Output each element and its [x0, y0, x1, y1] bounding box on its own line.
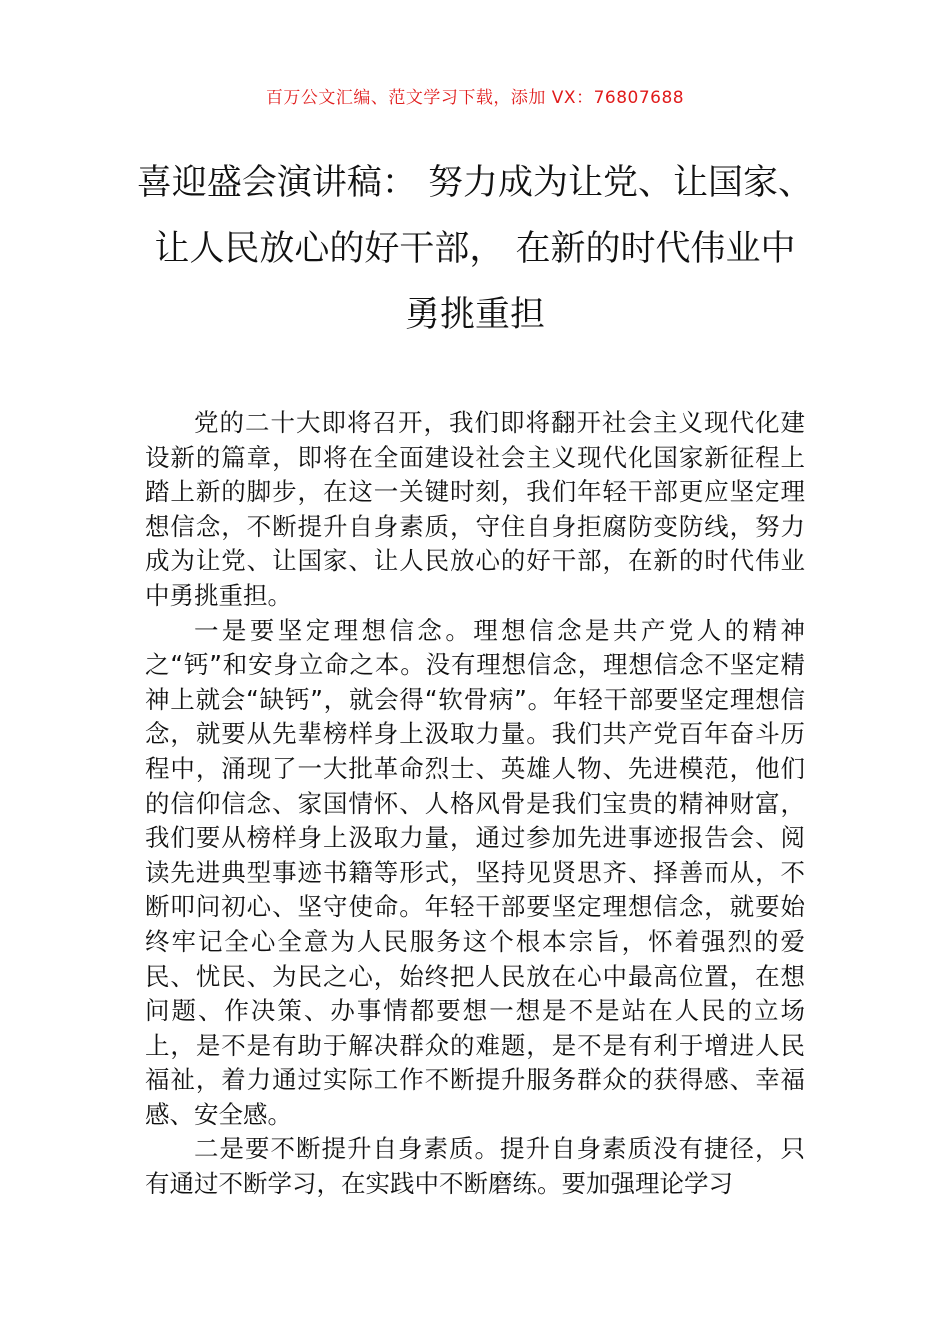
paragraph-point-two: 二是要不断提升自身素质。提升自身素质没有捷径，只有通过不断学习，在实践中不断磨练。要加强理论学习 [145, 1134, 805, 1199]
title-line-3: 勇挑重担 [404, 295, 545, 335]
title-line-2: 让人民放心的好干部， 在新的时代伟业中 [154, 229, 796, 269]
document-body [145, 406, 805, 1202]
title-line-1: 喜迎盛会演讲稿： 努力成为让党、让国家、 [136, 163, 814, 203]
paragraph-intro: 党的二十大即将召开，我们即将翻开社会主义现代化建设新的篇章，即将在全面建设社会主义现代化国家新征程上踏上新的脚步，在这一关键时刻，我们年轻干部更应坚定理想信念，不断提升自身素质，守住自身拒腐防变防线，努力成为让党、让国家、让人民放心的好干部，在新的时代伟业中勇挑重担。 [145, 408, 805, 610]
document-title [130, 150, 820, 348]
watermark-header: 百万公文汇编、范文学习下载，添加 VX：76807688 [265, 88, 685, 108]
paragraph-point-one: 一是要坚定理想信念。理想信念是共产党人的精神之“钙”和安身立命之本。没有理想信念，理想信念不坚定精神上就会“缺钙”，就会得“软骨病”。年轻干部要坚定理想信念，就要从先辈榜样身上汲取力量。我们共产党百年奋斗历程中，涌现了一大批革命烈士、英雄人物、先进模范，他们的信仰信念、家国情怀、人格风骨是我们宝贵的精神财富，我们要从榜样身上汲取力量，通过参加先进事迹报告会、阅读先进典型事迹书籍等形式，坚持见贤思齐、择善而从，不断叩问初心、坚守使命。年轻干部要坚定理想信念，就要始终牢记全心全意为人民服务这个根本宗旨，怀着强烈的爱民、忧民、为民之心，始终把人民放在心中最高位置，在想问题、作决策、办事情都要想一想是不是站在人民的立场上，是不是有助于解决群众的难题，是不是有利于增进人民福祉，着力通过实际工作不断提升服务群众的获得感、幸福感、安全感。 [145, 615, 805, 1129]
